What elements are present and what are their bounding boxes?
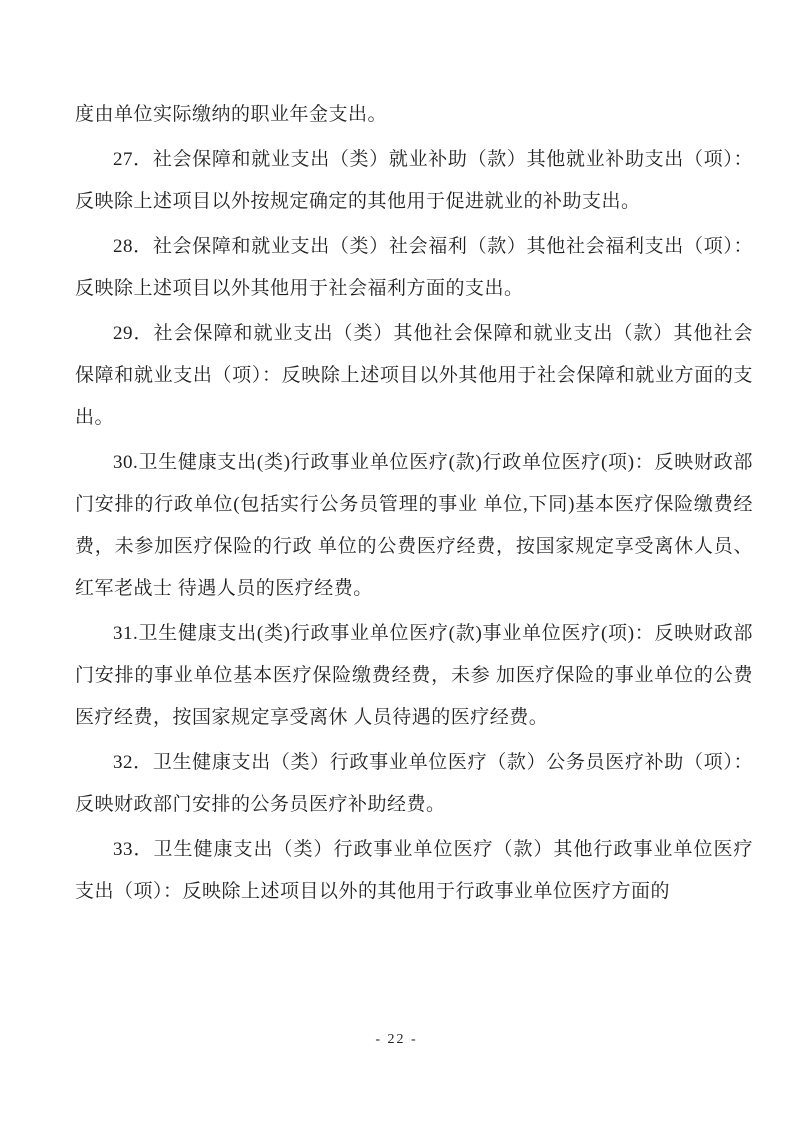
paragraph: 32．卫生健康支出（类）行政事业单位医疗（款）公务员医疗补助（项）：反映财政部门安排的公务员医疗补助经费。	[75, 752, 753, 815]
page-number: - 22 -	[375, 1032, 418, 1047]
paragraph: 29．社会保障和就业支出（类）其他社会保障和就业支出（款）其他社会保障和就业支出（项）：反映除上述项目以外其他用于社会保障和就业方面的支出。	[75, 323, 753, 428]
paragraph: 28．社会保障和就业支出（类）社会福利（款）其他社会福利支出（项）：反映除上述项目以外其他用于社会福利方面的支出。	[75, 236, 753, 299]
document-body	[75, 94, 753, 913]
paragraph: 31.卫生健康支出(类)行政事业单位医疗(款)事业单位医疗(项)：反映财政部门安排的事业单位基本医疗保险缴费经费，未参 加医疗保险的事业单位的公费医疗经费，按国家规定享受离休 人员待遇的医疗经费。	[75, 623, 753, 728]
paragraph: 33．卫生健康支出（类）行政事业单位医疗（款）其他行政事业单位医疗支出（项）：反映除上述项目以外的其他用于行政事业单位医疗方面的	[75, 839, 753, 902]
paragraph: 30.卫生健康支出(类)行政事业单位医疗(款)行政单位医疗(项)：反映财政部门安排的行政单位(包括实行公务员管理的事业 单位,下同)基本医疗保险缴费经费，未参加医疗保险的行政 单位的公费医疗经费，按国家规定享受离休人员、红军老战士 待遇人员的医疗经费。	[75, 452, 753, 599]
paragraph: 度由单位实际缴纳的职业年金支出。	[75, 104, 388, 125]
paragraph: 27．社会保障和就业支出（类）就业补助（款）其他就业补助支出（项）：反映除上述项目以外按规定确定的其他用于促进就业的补助支出。	[75, 149, 753, 212]
